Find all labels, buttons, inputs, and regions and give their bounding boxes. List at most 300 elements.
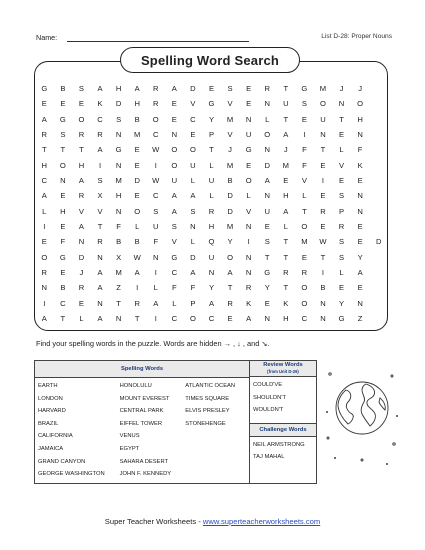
grid-letter[interactable]: M [282,160,289,170]
grid-letter[interactable]: M [226,160,234,170]
grid-letter[interactable]: U [245,130,252,140]
grid-letter[interactable]: N [264,99,270,109]
grid-letter[interactable]: A [41,313,47,323]
grid-letter[interactable]: T [339,114,344,124]
grid-letter[interactable] [369,311,388,326]
grid-letter[interactable]: N [115,313,122,323]
grid-letter[interactable]: A [134,267,140,277]
grid-letter[interactable]: U [208,176,215,186]
grid-letter[interactable]: L [246,191,251,201]
grid-letter[interactable]: O [357,99,364,109]
grid-letter[interactable]: O [41,252,48,262]
grid-letter[interactable]: R [320,206,326,216]
grid-letter[interactable]: Q [208,237,215,247]
grid-letter[interactable]: W [133,252,141,262]
grid-letter[interactable]: O [59,160,66,170]
grid-letter[interactable]: K [283,298,289,308]
grid-letter[interactable]: C [171,267,178,277]
grid-letter[interactable]: F [357,145,363,155]
grid-letter[interactable]: T [283,283,289,293]
grid-letter[interactable]: J [358,84,363,94]
grid-letter[interactable]: A [357,267,363,277]
grid-letter[interactable]: N [264,191,270,201]
grid-letter[interactable]: R [97,130,103,140]
grid-letter[interactable]: V [190,99,196,109]
grid-letter[interactable]: O [264,130,271,140]
grid-letter[interactable]: H [60,206,66,216]
grid-letter[interactable]: I [247,237,250,247]
grid-letter[interactable]: N [320,130,326,140]
grid-letter[interactable]: T [302,206,307,216]
grid-letter[interactable]: A [171,206,177,216]
grid-letter[interactable]: M [226,221,234,231]
grid-letter[interactable]: G [301,84,308,94]
grid-letter[interactable]: E [171,114,177,124]
grid-letter[interactable]: D [78,252,85,262]
grid-letter[interactable]: T [227,283,233,293]
grid-letter[interactable]: F [172,283,177,293]
grid-letter[interactable]: R [208,206,215,216]
grid-letter[interactable]: B [60,84,66,94]
grid-letter[interactable]: H [41,160,48,170]
grid-letter[interactable]: M [115,176,122,186]
grid-letter[interactable]: E [60,221,66,231]
grid-letter[interactable]: N [357,298,363,308]
grid-letter[interactable]: L [302,191,307,201]
grid-letter[interactable]: L [79,313,84,323]
grid-letter[interactable]: X [97,191,103,201]
grid-letter[interactable]: T [283,237,289,247]
grid-letter[interactable]: B [134,237,140,247]
grid-letter[interactable]: V [227,99,233,109]
grid-letter[interactable]: Y [264,283,270,293]
grid-letter[interactable]: G [245,145,252,155]
grid-letter[interactable]: T [60,313,66,323]
grid-letter[interactable]: R [78,130,85,140]
grid-letter[interactable]: E [357,237,363,247]
grid-letter[interactable]: E [264,298,270,308]
grid-letter[interactable]: R [153,99,159,109]
grid-letter[interactable]: L [190,237,196,247]
grid-letter[interactable]: N [245,267,252,277]
grid-letter[interactable]: H [283,191,289,201]
grid-letter[interactable]: R [153,84,159,94]
grid-letter[interactable]: L [172,298,177,308]
grid-letter[interactable]: L [209,191,214,201]
grid-letter[interactable]: E [134,160,140,170]
grid-letter[interactable]: C [153,191,159,201]
grid-letter[interactable]: E [339,130,345,140]
grid-letter[interactable]: O [301,221,308,231]
grid-letter[interactable]: K [246,298,252,308]
grid-letter[interactable]: U [208,252,215,262]
grid-letter[interactable]: E [339,283,345,293]
grid-letter[interactable]: E [283,176,289,186]
grid-letter[interactable]: E [357,176,363,186]
grid-letter[interactable]: L [209,160,214,170]
grid-letter[interactable]: E [301,252,307,262]
grid-letter[interactable]: R [283,267,289,277]
grid-letter[interactable]: R [264,84,270,94]
grid-letter[interactable]: S [171,221,177,231]
grid-letter[interactable]: N [320,313,326,323]
grid-letter[interactable]: E [134,145,140,155]
grid-letter[interactable] [369,158,388,173]
grid-letter[interactable]: E [320,191,326,201]
grid-letter[interactable]: U [171,176,178,186]
grid-letter[interactable]: G [115,145,122,155]
grid-letter[interactable]: S [264,237,270,247]
grid-letter[interactable] [369,96,388,111]
grid-letter[interactable]: E [227,313,233,323]
grid-letter[interactable] [369,280,388,295]
grid-letter[interactable]: A [78,221,84,231]
grid-letter[interactable]: J [79,267,84,277]
grid-letter[interactable]: T [283,114,289,124]
grid-letter[interactable]: U [283,99,289,109]
grid-letter[interactable]: X [116,252,122,262]
grid-letter[interactable]: O [152,114,159,124]
grid-letter[interactable] [369,81,388,96]
grid-letter[interactable]: L [339,145,344,155]
grid-letter[interactable]: D [227,191,233,201]
grid-letter[interactable]: R [134,298,140,308]
grid-letter[interactable]: A [264,176,270,186]
grid-letter[interactable]: G [171,252,178,262]
grid-letter[interactable]: N [153,252,159,262]
grid-letter[interactable]: Y [357,252,363,262]
grid-letter[interactable]: U [320,114,326,124]
grid-letter[interactable]: D [115,99,122,109]
grid-letter[interactable]: N [357,206,363,216]
grid-letter[interactable]: L [190,176,196,186]
grid-letter[interactable]: V [227,130,233,140]
grid-letter[interactable]: O [171,160,178,170]
grid-letter[interactable]: C [301,313,308,323]
grid-letter[interactable]: D [264,160,270,170]
grid-letter[interactable]: N [264,313,270,323]
grid-letter[interactable]: U [264,206,270,216]
grid-letter[interactable]: M [115,267,122,277]
grid-letter[interactable]: P [339,206,345,216]
grid-letter[interactable]: S [78,84,84,94]
grid-letter[interactable]: P [190,298,196,308]
grid-letter[interactable]: E [208,84,215,94]
grid-letter[interactable]: N [60,176,66,186]
grid-letter[interactable]: N [78,237,85,247]
grid-letter[interactable]: H [283,313,289,323]
grid-letter[interactable]: L [283,221,288,231]
grid-letter[interactable]: N [115,206,122,216]
grid-letter[interactable]: I [321,267,325,277]
grid-letter[interactable]: O [78,114,85,124]
grid-letter[interactable]: S [339,237,345,247]
grid-letter[interactable]: N [245,252,252,262]
grid-letter[interactable]: R [245,283,252,293]
grid-letter[interactable]: N [208,267,215,277]
grid-letter[interactable]: L [265,114,270,124]
grid-letter[interactable]: A [171,84,177,94]
grid-letter[interactable]: I [136,283,139,293]
grid-letter[interactable]: N [97,298,103,308]
grid-letter[interactable]: G [59,252,66,262]
grid-letter[interactable]: T [320,252,326,262]
grid-letter[interactable]: A [41,114,47,124]
grid-letter[interactable]: E [264,221,270,231]
grid-letter[interactable]: R [41,267,48,277]
grid-letter[interactable]: W [152,176,160,186]
grid-letter[interactable]: C [60,298,66,308]
grid-letter[interactable]: S [116,114,122,124]
grid-letter[interactable]: M [226,114,234,124]
grid-letter[interactable]: H [115,191,122,201]
grid-letter[interactable]: E [78,298,84,308]
grid-letter[interactable]: E [246,84,252,94]
grid-letter[interactable]: O [134,206,141,216]
grid-letter[interactable]: E [78,99,84,109]
grid-letter[interactable]: W [152,145,160,155]
grid-letter[interactable]: T [283,84,289,94]
grid-letter[interactable]: R [97,237,103,247]
grid-letter[interactable]: I [43,221,46,231]
grid-letter[interactable]: O [301,283,308,293]
grid-letter[interactable]: L [135,221,140,231]
grid-letter[interactable]: D [134,176,140,186]
grid-letter[interactable]: C [41,176,48,186]
grid-letter[interactable]: S [227,84,233,94]
grid-letter[interactable]: I [321,176,325,186]
grid-letter[interactable] [369,204,388,219]
grid-letter[interactable]: E [41,99,47,109]
grid-letter[interactable]: R [78,283,85,293]
grid-letter[interactable]: A [97,313,103,323]
name-line[interactable] [67,41,249,42]
grid-letter[interactable]: I [154,160,157,170]
grid-letter[interactable]: V [97,206,103,216]
grid-letter[interactable]: O [189,145,196,155]
grid-letter[interactable]: E [171,99,177,109]
grid-letter[interactable]: G [208,99,215,109]
grid-letter[interactable]: A [97,145,103,155]
grid-letter[interactable]: R [78,191,85,201]
grid-letter[interactable]: I [154,313,157,323]
grid-letter[interactable]: Y [208,283,215,293]
grid-letter[interactable]: E [357,283,363,293]
grid-letter[interactable]: F [302,145,307,155]
grid-letter[interactable]: I [154,267,157,277]
grid-letter[interactable]: J [339,84,344,94]
grid-letter[interactable]: O [227,252,234,262]
grid-letter[interactable]: N [338,99,345,109]
grid-letter[interactable]: B [116,237,122,247]
grid-letter[interactable]: T [79,145,84,155]
grid-letter[interactable]: Y [208,114,215,124]
grid-letter[interactable]: T [60,145,66,155]
grid-letter[interactable]: M [134,130,141,140]
grid-letter[interactable]: E [60,267,66,277]
grid-letter[interactable]: A [227,267,233,277]
grid-letter[interactable]: E [301,114,307,124]
grid-letter[interactable]: T [320,145,326,155]
grid-letter[interactable]: B [320,283,326,293]
grid-letter[interactable]: S [60,130,66,140]
grid-letter[interactable]: O [245,176,252,186]
grid-letter[interactable]: R [338,221,345,231]
grid-letter[interactable]: N [320,298,326,308]
grid-letter[interactable]: E [41,237,47,247]
grid-letter[interactable]: N [357,130,363,140]
grid-letter[interactable] [369,173,388,188]
grid-letter[interactable]: A [190,191,196,201]
grid-letter[interactable]: S [97,176,103,186]
grid-letter[interactable]: N [115,130,122,140]
grid-letter[interactable]: A [171,191,177,201]
grid-letter[interactable]: C [97,114,103,124]
grid-letter[interactable]: H [134,99,140,109]
grid-letter[interactable]: M [319,84,327,94]
grid-letter[interactable]: T [97,221,103,231]
grid-letter[interactable]: N [245,221,252,231]
grid-letter[interactable]: D [375,237,382,247]
grid-letter[interactable]: S [339,252,345,262]
grid-letter[interactable]: A [97,84,103,94]
grid-letter[interactable]: R [41,130,48,140]
grid-letter[interactable] [369,265,388,280]
grid-letter[interactable]: O [301,298,308,308]
grid-letter[interactable]: T [41,145,47,155]
grid-letter[interactable]: Y [227,237,233,247]
grid-letter[interactable]: E [339,176,345,186]
grid-letter[interactable]: H [208,221,215,231]
grid-letter[interactable]: C [208,313,215,323]
grid-letter[interactable]: E [190,130,196,140]
grid-letter[interactable]: M [301,237,308,247]
grid-letter[interactable]: D [190,84,196,94]
grid-letter[interactable]: S [339,191,345,201]
grid-letter[interactable]: T [283,252,289,262]
grid-letter[interactable]: L [153,283,158,293]
grid-letter[interactable]: O [171,145,178,155]
grid-letter[interactable]: E [357,221,363,231]
grid-letter[interactable]: G [59,114,66,124]
grid-letter[interactable]: T [116,298,121,308]
grid-letter[interactable]: B [60,283,66,293]
grid-letter[interactable]: G [264,267,271,277]
grid-letter[interactable]: D [227,206,233,216]
grid-letter[interactable]: Y [339,298,345,308]
grid-letter[interactable]: U [190,160,196,170]
grid-letter[interactable]: Z [116,283,121,293]
grid-letter[interactable]: B [227,176,233,186]
grid-letter[interactable]: E [320,221,326,231]
grid-letter[interactable]: N [97,252,103,262]
grid-letter[interactable]: V [171,237,177,247]
grid-letter[interactable] [369,219,388,234]
grid-letter[interactable]: N [171,130,178,140]
grid-letter[interactable]: O [189,313,196,323]
grid-letter[interactable]: O [320,99,326,109]
grid-letter[interactable]: A [208,298,215,308]
grid-letter[interactable]: N [190,221,196,231]
grid-letter[interactable]: R [301,267,308,277]
grid-letter[interactable]: A [41,191,47,201]
grid-letter[interactable]: V [246,206,252,216]
grid-letter[interactable]: E [134,191,140,201]
footer-link[interactable]: www.superteacherworksheets.com [202,517,321,526]
grid-letter[interactable]: E [320,160,326,170]
grid-letter[interactable]: V [301,176,307,186]
grid-letter[interactable]: K [357,160,363,170]
grid-letter[interactable]: F [60,237,66,247]
grid-letter[interactable]: A [78,176,84,186]
grid-letter[interactable] [369,112,388,127]
grid-letter[interactable]: F [153,237,159,247]
grid-letter[interactable]: K [97,99,103,109]
grid-letter[interactable]: W [319,237,327,247]
grid-letter[interactable]: Z [357,313,363,323]
grid-letter[interactable]: N [41,283,48,293]
grid-letter[interactable]: I [303,130,306,140]
grid-letter[interactable]: E [60,99,66,109]
grid-letter[interactable] [369,127,388,142]
grid-letter[interactable]: A [190,267,196,277]
grid-letter[interactable]: E [246,99,252,109]
grid-letter[interactable]: B [134,114,140,124]
grid-letter[interactable]: J [283,145,288,155]
grid-letter[interactable]: A [97,283,103,293]
grid-letter[interactable]: N [115,160,122,170]
grid-letter[interactable]: S [153,206,159,216]
grid-letter[interactable]: H [78,160,85,170]
grid-letter[interactable]: E [60,191,66,201]
grid-letter[interactable]: C [190,114,196,124]
grid-letter[interactable]: P [208,130,215,140]
grid-letter[interactable]: F [302,160,307,170]
grid-letter[interactable]: H [115,84,122,94]
grid-letter[interactable]: S [301,99,307,109]
grid-letter[interactable]: A [134,84,140,94]
grid-letter[interactable]: V [78,206,84,216]
grid-letter[interactable]: I [43,298,46,308]
grid-letter[interactable] [369,249,388,264]
grid-letter[interactable]: C [171,313,178,323]
grid-letter[interactable]: A [283,206,289,216]
grid-letter[interactable]: N [357,191,363,201]
grid-letter[interactable]: T [209,145,214,155]
grid-letter[interactable]: L [42,206,47,216]
grid-letter[interactable]: S [190,206,196,216]
grid-letter[interactable]: J [228,145,232,155]
grid-letter[interactable]: A [283,130,289,140]
grid-letter[interactable]: F [190,283,196,293]
grid-letter[interactable]: G [41,84,48,94]
grid-letter[interactable]: R [227,298,233,308]
grid-letter[interactable]: H [357,114,363,124]
grid-letter[interactable]: A [153,298,159,308]
grid-letter[interactable]: T [134,313,140,323]
grid-letter[interactable]: T [264,252,270,262]
grid-letter[interactable]: D [190,252,196,262]
grid-letter[interactable]: N [264,145,270,155]
grid-letter[interactable]: U [153,221,159,231]
grid-letter[interactable]: L [339,267,344,277]
grid-letter[interactable]: E [246,160,252,170]
grid-letter[interactable] [369,295,388,310]
grid-letter[interactable]: N [245,114,252,124]
grid-letter[interactable]: G [338,313,345,323]
grid-letter[interactable]: A [246,313,252,323]
grid-letter[interactable]: V [339,160,345,170]
